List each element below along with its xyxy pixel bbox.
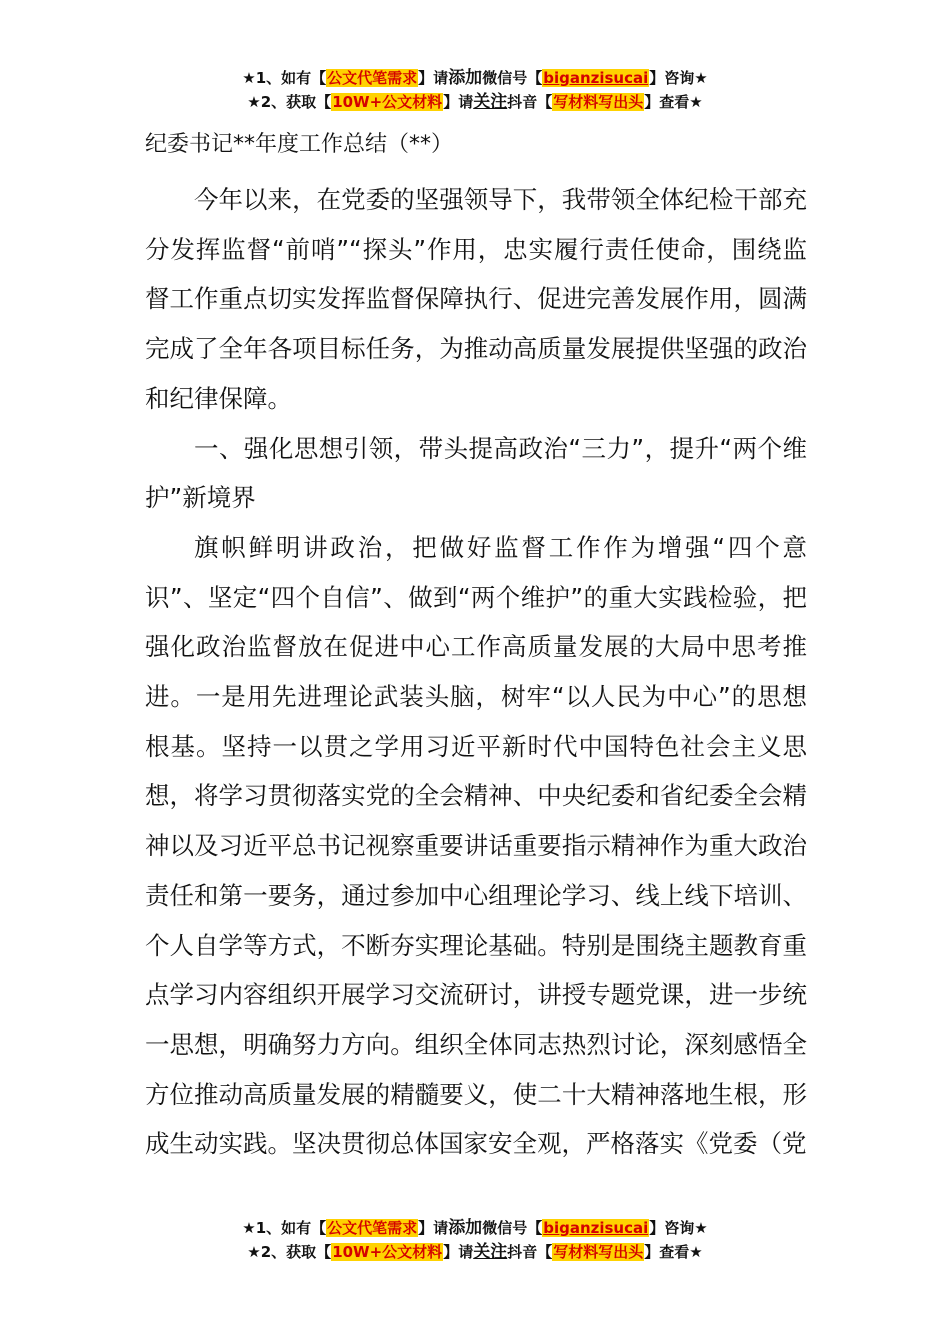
promo-text: 】请 bbox=[443, 93, 474, 111]
promo-highlight: 公文代笔需求 bbox=[327, 69, 418, 87]
promo-emphasis: 添加 bbox=[448, 1218, 483, 1238]
promo-emphasis: 添加 bbox=[448, 68, 483, 88]
promo-text: 】请 bbox=[418, 69, 449, 87]
promo-line-1 bbox=[0, 66, 950, 90]
promo-text: 】请 bbox=[443, 1243, 474, 1261]
promo-wechat-id: biganzisucai bbox=[543, 1219, 649, 1237]
promo-text: 抖音【 bbox=[507, 93, 553, 111]
promo-text: ★2、获取【 bbox=[247, 1243, 332, 1261]
promo-text: 微信号【 bbox=[482, 69, 543, 87]
promo-line-2 bbox=[0, 1240, 950, 1264]
promo-line-1 bbox=[0, 1216, 950, 1240]
promo-emphasis: 关注 bbox=[473, 92, 508, 112]
paragraph-intro: 今年以来，在党委的坚强领导下，我带领全体纪检干部充分发挥监督“前哨”“探头”作用，忠实履行责任使命，围绕监督工作重点切实发挥监督保障执行、促进完善发展作用，圆满完成了全年各项目标任务，为推动高质量发展提供坚强的政治和纪律保障。 bbox=[145, 185, 807, 413]
promo-text: 】咨询★ bbox=[649, 1219, 708, 1237]
paragraph-body: 旗帜鲜明讲政治，把做好监督工作作为增强“四个意识”、坚定“四个自信”、做到“两个维护”的重大实践检验，把强化政治监督放在促进中心工作高质量发展的大局中思考推进。一是用先进理论武装头脑，树牢“以人民为中心”的思想根基。坚持一以贯之学用习近平新时代中国特色社会主义思想，将学习贯彻落实党的全会精神、中央纪委和省纪委全会精神以及习近平总书记视察重要讲话重要指示精神作为重大政治责任和第一要务，通过参加中心组理论学习、线上线下培训、个人自学等方式，不断夯实理论基础。特别是围绕主题教育重点学习内容组织开展学习交流研讨，讲授专题党课，进一步统一思想，明确努力方向。组织全体同志热烈讨论，深刻感悟全方位推动高质量发展的精髓要义，使二十大精神落地生根，形成生动实践。坚决贯彻总体国家安全观，严格落实《党委（党 bbox=[145, 532, 807, 1159]
promo-text: 】查看★ bbox=[644, 93, 703, 111]
promo-banner-top bbox=[0, 66, 950, 114]
promo-text: 】咨询★ bbox=[649, 69, 708, 87]
promo-text: ★1、如有【 bbox=[242, 69, 327, 87]
promo-highlight: 10W+公文材料 bbox=[332, 1243, 443, 1261]
promo-banner-bottom bbox=[0, 1216, 950, 1264]
section-heading: 一、强化思想引领，带头提高政治“三力”，提升“两个维护”新境界 bbox=[145, 433, 807, 513]
promo-text: 微信号【 bbox=[482, 1219, 543, 1237]
promo-text: 】查看★ bbox=[644, 1243, 703, 1261]
promo-highlight: 公文代笔需求 bbox=[327, 1219, 418, 1237]
promo-text: ★1、如有【 bbox=[242, 1219, 327, 1237]
promo-text: 抖音【 bbox=[507, 1243, 553, 1261]
promo-emphasis: 关注 bbox=[473, 1242, 508, 1262]
document-title: 纪委书记**年度工作总结（**） bbox=[145, 132, 454, 157]
promo-line-2 bbox=[0, 90, 950, 114]
document-body bbox=[145, 128, 807, 1169]
promo-text: ★2、获取【 bbox=[247, 93, 332, 111]
promo-text: 】请 bbox=[418, 1219, 449, 1237]
promo-douyin-id: 写材料写出头 bbox=[553, 1243, 644, 1261]
promo-douyin-id: 写材料写出头 bbox=[553, 93, 644, 111]
promo-wechat-id: biganzisucai bbox=[543, 69, 649, 87]
promo-highlight: 10W+公文材料 bbox=[332, 93, 443, 111]
